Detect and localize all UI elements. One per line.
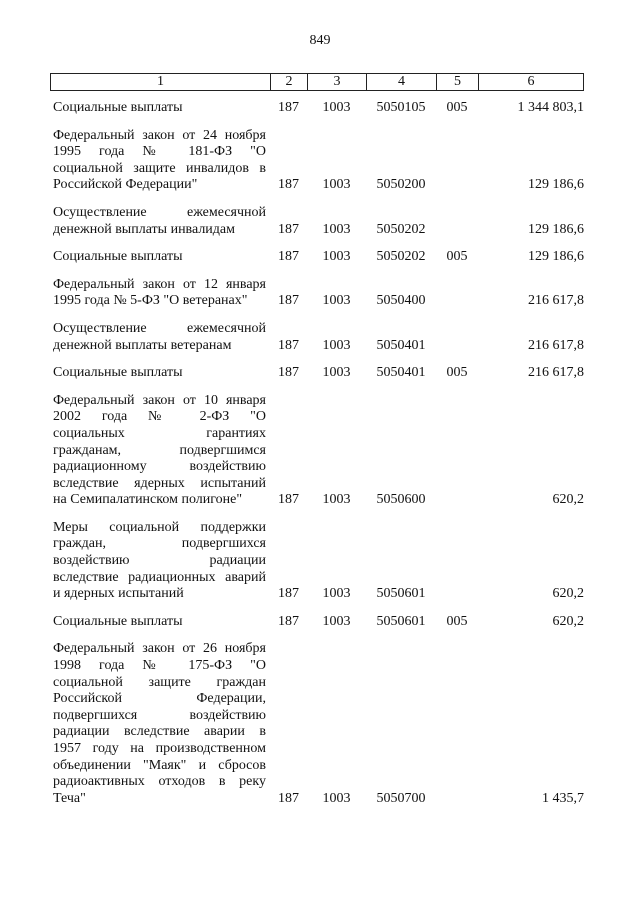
header-col-5: 5 xyxy=(437,74,479,90)
section-code: 1003 xyxy=(322,293,351,309)
header-col-1: 1 xyxy=(51,74,271,90)
target-article-code: 5050700 xyxy=(376,790,426,806)
target-article-code: 5050601 xyxy=(376,613,426,629)
table-row xyxy=(50,128,584,194)
description-line: Федеральный закон от 12 января xyxy=(53,276,266,292)
expense-type-code xyxy=(436,293,478,310)
description-line: вследствие ядерных испытаний xyxy=(53,475,266,491)
section-code: 1003 xyxy=(322,337,351,353)
expense-type-code xyxy=(436,177,478,194)
description-line: 2002 года № 2-ФЗ "О xyxy=(53,409,266,425)
description-line: Российской Федерации, xyxy=(53,691,266,707)
description-line: Социальные выплаты xyxy=(53,365,183,381)
table-row xyxy=(50,205,584,238)
amount: 620,2 xyxy=(552,613,584,629)
description-line: Меры социальной поддержки xyxy=(53,519,266,535)
table-row xyxy=(50,249,584,266)
description-line: социальных гарантиях xyxy=(53,425,266,441)
table-row xyxy=(50,393,584,509)
description-line: 1995 года № 181-ФЗ "О xyxy=(53,144,266,160)
expense-type-code: 005 xyxy=(446,249,468,265)
expense-type-code xyxy=(436,492,478,509)
section-code: 1003 xyxy=(322,177,351,193)
row-description xyxy=(53,520,266,603)
description-line: социальной защите инвалидов в xyxy=(53,160,266,176)
ministry-code: 187 xyxy=(278,613,299,629)
table-body xyxy=(50,100,584,818)
table-row xyxy=(50,614,584,631)
target-article-code: 5050200 xyxy=(376,177,426,193)
ministry-code: 187 xyxy=(278,221,299,237)
description-line: 1957 году на производственном xyxy=(53,741,266,756)
target-article-code: 5050601 xyxy=(376,586,426,602)
description-line: вследствие радиационных аварий xyxy=(53,569,266,585)
row-description xyxy=(53,321,266,354)
description-line: граждан, подвергшихся xyxy=(53,536,266,552)
row-description xyxy=(53,641,266,807)
target-article-code: 5050401 xyxy=(376,365,426,381)
amount: 216 617,8 xyxy=(528,337,584,353)
section-code: 1003 xyxy=(322,249,351,265)
description-line: Федеральный закон от 24 ноября xyxy=(53,127,266,143)
table-row xyxy=(50,100,584,117)
section-code: 1003 xyxy=(322,100,351,115)
table-header xyxy=(50,73,584,91)
description-line: денежной выплаты инвалидам xyxy=(53,221,235,237)
row-description xyxy=(53,249,266,266)
target-article-code: 5050401 xyxy=(376,337,426,353)
description-line: радиации вследствие аварии в xyxy=(53,724,266,740)
header-col-4: 4 xyxy=(367,74,437,90)
section-code: 1003 xyxy=(322,221,351,237)
description-line: объединении "Маяк" и сбросов xyxy=(53,757,266,773)
row-description xyxy=(53,277,266,310)
description-line: воздействию радиации xyxy=(53,553,266,569)
amount: 1 435,7 xyxy=(542,790,584,806)
description-line: Социальные выплаты xyxy=(53,100,183,115)
amount: 1 344 803,1 xyxy=(517,100,584,115)
amount: 129 186,6 xyxy=(528,221,584,237)
description-line: и ядерных испытаний xyxy=(53,586,184,602)
amount: 216 617,8 xyxy=(528,365,584,381)
expense-type-code xyxy=(436,222,478,239)
section-code: 1003 xyxy=(322,613,351,629)
amount: 129 186,6 xyxy=(528,177,584,193)
table-row xyxy=(50,641,584,807)
amount: 216 617,8 xyxy=(528,293,584,309)
row-description xyxy=(53,365,266,382)
section-code: 1003 xyxy=(322,492,351,508)
ministry-code: 187 xyxy=(278,365,299,381)
header-col-3: 3 xyxy=(308,74,367,90)
description-line: Социальные выплаты xyxy=(53,613,183,629)
row-description xyxy=(53,100,266,117)
description-line: Теча" xyxy=(53,790,86,806)
description-line: Федеральный закон от 10 января xyxy=(53,392,266,408)
amount: 129 186,6 xyxy=(528,249,584,265)
description-line: социальной защите граждан xyxy=(53,674,266,690)
row-description xyxy=(53,205,266,238)
ministry-code: 187 xyxy=(278,100,299,115)
ministry-code: 187 xyxy=(278,586,299,602)
amount: 620,2 xyxy=(552,586,584,602)
table-row xyxy=(50,520,584,603)
description-line: денежной выплаты ветеранам xyxy=(53,337,232,353)
description-line: Федеральный закон от 26 ноября xyxy=(53,641,266,657)
ministry-code: 187 xyxy=(278,249,299,265)
section-code: 1003 xyxy=(322,586,351,602)
description-line: радиоактивных отходов в реку xyxy=(53,774,266,790)
row-description xyxy=(53,393,266,509)
target-article-code: 5050600 xyxy=(376,492,426,508)
target-article-code: 5050202 xyxy=(376,221,426,237)
expense-type-code: 005 xyxy=(446,365,468,381)
expense-type-code: 005 xyxy=(446,100,468,115)
description-line: Осуществление ежемесячной xyxy=(53,204,266,220)
row-description xyxy=(53,128,266,194)
description-line: Российской Федерации" xyxy=(53,177,198,193)
table-row xyxy=(50,321,584,354)
target-article-code: 5050400 xyxy=(376,293,426,309)
description-line: на Семипалатинском полигоне" xyxy=(53,492,243,508)
ministry-code: 187 xyxy=(278,492,299,508)
expense-type-code xyxy=(436,791,478,808)
ministry-code: 187 xyxy=(278,293,299,309)
row-description xyxy=(53,614,266,631)
description-line: Осуществление ежемесячной xyxy=(53,320,266,336)
section-code: 1003 xyxy=(322,790,351,806)
description-line: подвергшихся воздействию xyxy=(53,707,266,723)
target-article-code: 5050202 xyxy=(376,249,426,265)
description-line: 1998 года № 175-ФЗ "О xyxy=(53,658,266,674)
expense-type-code xyxy=(436,338,478,355)
expense-type-code: 005 xyxy=(446,613,468,629)
ministry-code: 187 xyxy=(278,337,299,353)
description-line: 1995 года № 5-ФЗ "О ветеранах" xyxy=(53,293,248,309)
description-line: радиационному воздействию xyxy=(53,459,266,475)
description-line: гражданам, подвергшимся xyxy=(53,442,266,458)
section-code: 1003 xyxy=(322,365,351,381)
description-line: Социальные выплаты xyxy=(53,249,183,265)
ministry-code: 187 xyxy=(278,790,299,806)
target-article-code: 5050105 xyxy=(376,100,426,115)
amount: 620,2 xyxy=(552,492,584,508)
table-row xyxy=(50,277,584,310)
header-col-2: 2 xyxy=(271,74,308,90)
expense-type-code xyxy=(436,586,478,603)
header-col-6: 6 xyxy=(527,74,535,89)
page-number: 849 xyxy=(309,33,331,48)
ministry-code: 187 xyxy=(278,177,299,193)
table-row xyxy=(50,365,584,382)
